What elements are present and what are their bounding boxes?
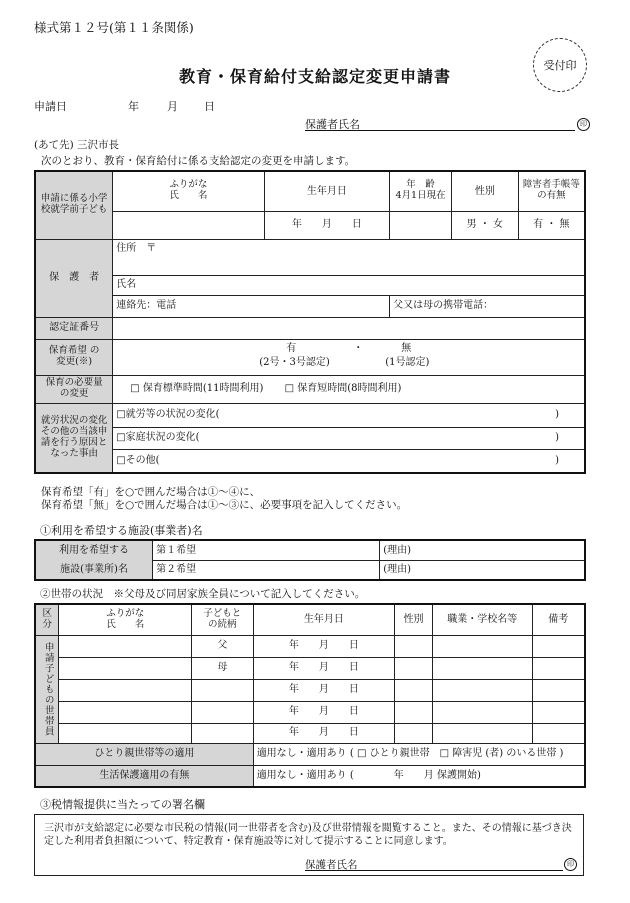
guardian-phone-field[interactable]: 連絡先：電話 [113, 295, 390, 317]
job-header: 職業・学校名等 [433, 604, 533, 635]
facility-first-choice[interactable]: 第１希望 [153, 540, 380, 560]
welfare-field[interactable]: 適用なし・適用あり ( 年 月 保護開始) [253, 765, 585, 787]
hope-dot: ・ [353, 343, 364, 354]
facility-label: 利用を希望する 施設(事業所)名 [35, 540, 153, 580]
table-row [35, 679, 585, 701]
household-table [34, 603, 586, 788]
facility-second-reason[interactable]: (理由) [380, 560, 585, 580]
household-name-cell[interactable] [59, 701, 191, 723]
hope-no-note: (1号認定) [385, 357, 430, 368]
instruction-notes: 保育希望「有」を○で囲んだ場合は①～④に、 保育希望「無」を○で囲んだ場合は①～③に、必要事項を記入してください。 [41, 486, 408, 511]
sex-header: 性別 [451, 171, 518, 211]
table-row [35, 701, 585, 723]
reason-label: 就労状況の変化その他の当該申請を行う原因となった事由 [35, 403, 113, 473]
relation-cell[interactable] [191, 679, 253, 701]
note-header: 備考 [532, 604, 585, 635]
division-header: 区分 [35, 604, 59, 635]
guardian-row-label: 保 護 者 [35, 239, 113, 317]
section3-heading: ③税情報提供に当たっての署名欄 [40, 798, 205, 811]
household-name-header: ふりがな 氏 名 [59, 604, 191, 635]
amount-change-field[interactable] [113, 375, 585, 403]
tax-consent-text: 三沢市が支給認定に必要な市民税の情報(同一世帯者を含む)及び世帯情報を閲覧すること。また、その情報に基づき決定した利用者負担額について、特定教育・保育施設等に対して提示することに同意します。 [44, 823, 572, 847]
disability-header: 障害者手帳等の有無 [518, 171, 585, 211]
birth-header: 生年月日 [264, 171, 390, 211]
date-year: 年 [128, 100, 139, 113]
job-cell[interactable] [433, 723, 533, 743]
child-birth-field[interactable]: 年 月 日 [264, 211, 390, 239]
job-cell[interactable] [433, 635, 533, 657]
relation-cell: 母 [191, 657, 253, 679]
child-name-field[interactable] [113, 211, 264, 239]
relation-header: 子どもと の続柄 [191, 604, 253, 635]
hope-yes[interactable]: 有 [286, 343, 297, 354]
child-disability-field[interactable]: 有 ・ 無 [518, 211, 585, 239]
application-date-label: 申請日 [34, 100, 67, 113]
tax-consent-box [34, 814, 584, 876]
household-side-label: 申請子どもの世帯員 [35, 635, 59, 743]
date-month: 月 [167, 100, 178, 113]
child-row-label: 申請に係る小学校就学前子ども [35, 171, 113, 239]
note-cell[interactable] [532, 657, 585, 679]
single-parent-label: ひとり親世帯等の適用 [35, 743, 253, 765]
cert-number-label: 認定証番号 [35, 317, 113, 339]
job-cell[interactable] [433, 701, 533, 723]
relation-cell[interactable] [191, 701, 253, 723]
age-header: 年 齢 4月1日現在 [390, 171, 452, 211]
facility-second-choice[interactable]: 第２希望 [153, 560, 380, 580]
table-row [35, 635, 585, 657]
table-row [35, 723, 585, 743]
reception-stamp-label: 受付印 [543, 59, 577, 72]
hope-yes-note: (2号・3号認定) [259, 357, 330, 368]
child-sex-field[interactable]: 男 ・ 女 [451, 211, 518, 239]
tax-consent-seal: 印 [564, 857, 577, 871]
welfare-label: 生活保護適用の有無 [35, 765, 253, 787]
guardian-signature-line[interactable] [305, 116, 575, 131]
section1-heading: ①利用を希望する施設(事業者)名 [40, 524, 203, 537]
household-name-cell[interactable] [59, 679, 191, 701]
note-cell[interactable] [532, 701, 585, 723]
date-day: 日 [204, 100, 215, 113]
hope-change-label: 保育希望 の 変更(※) [35, 339, 113, 375]
reason-item-2[interactable]: □家庭状況の変化( ) [113, 427, 585, 449]
household-sex-header: 性別 [395, 604, 433, 635]
relation-cell: 父 [191, 635, 253, 657]
table-row [35, 657, 585, 679]
guardian-name-field[interactable]: 氏名 [113, 275, 585, 295]
household-sex-cell[interactable] [395, 657, 433, 679]
hope-change-field[interactable] [113, 339, 585, 375]
household-name-cell[interactable] [59, 635, 191, 657]
job-cell[interactable] [433, 657, 533, 679]
single-parent-field[interactable]: 適用なし・適用あり ( □ ひとり親世帯 □ 障害児 (者) のいる世帯 ) [253, 743, 585, 765]
standard-time-checkbox[interactable]: □ 保育標準時間(11時間利用) [130, 383, 264, 395]
seal-mark: 印 [577, 117, 590, 131]
amount-change-label: 保育の必要量 の変更 [35, 375, 113, 403]
cert-number-field[interactable] [113, 317, 585, 339]
tax-consent-signature-line[interactable] [305, 857, 563, 871]
intro-text: 次のとおり、教育・保育給付に係る支給認定の変更を申請します。 [41, 155, 356, 167]
household-name-cell[interactable] [59, 657, 191, 679]
note-cell[interactable] [532, 635, 585, 657]
household-birth-header: 生年月日 [253, 604, 394, 635]
note-cell[interactable] [532, 723, 585, 743]
household-sex-cell[interactable] [395, 635, 433, 657]
section2-heading: ②世帯の状況 ※父母及び同居家族全員について記入してください。 [40, 588, 366, 600]
note-cell[interactable] [532, 679, 585, 701]
form-number: 様式第１２号(第１１条関係) [34, 20, 194, 35]
reason-item-3[interactable]: □その他( ) [113, 449, 585, 473]
short-time-checkbox[interactable]: □ 保育短時間(8時間利用) [284, 383, 402, 395]
child-age-field[interactable] [390, 211, 452, 239]
job-cell[interactable] [433, 679, 533, 701]
household-birth-cell[interactable]: 年 月 日 [253, 657, 394, 679]
furigana-name-header: ふりがな 氏 名 [113, 171, 264, 211]
guardian-address-field[interactable]: 住所 〒 [113, 239, 585, 275]
addressee: (あて先) 三沢市長 [34, 139, 120, 151]
relation-cell[interactable] [191, 723, 253, 743]
facility-first-reason[interactable]: (理由) [380, 540, 585, 560]
household-birth-cell[interactable]: 年 月 日 [253, 701, 394, 723]
reason-item-1[interactable]: □就労等の状況の変化( ) [113, 403, 585, 427]
guardian-mobile-field[interactable]: 父又は母の携帯電話： [390, 295, 585, 317]
tax-consent-guardian-label: 保護者氏名 [305, 859, 358, 871]
application-table [34, 170, 586, 474]
facility-table [34, 539, 586, 581]
household-sex-cell[interactable] [395, 679, 433, 701]
household-sex-cell[interactable] [395, 723, 433, 743]
household-birth-cell[interactable]: 年 月 日 [253, 635, 394, 657]
form-title: 教育・保育給付支給認定変更申請書 [178, 67, 451, 86]
hope-no[interactable]: 無 [401, 343, 412, 354]
household-name-cell[interactable] [59, 723, 191, 743]
guardian-name-label: 保護者氏名 [305, 118, 360, 131]
household-birth-cell[interactable]: 年 月 日 [253, 723, 394, 743]
household-birth-cell[interactable]: 年 月 日 [253, 679, 394, 701]
household-sex-cell[interactable] [395, 701, 433, 723]
